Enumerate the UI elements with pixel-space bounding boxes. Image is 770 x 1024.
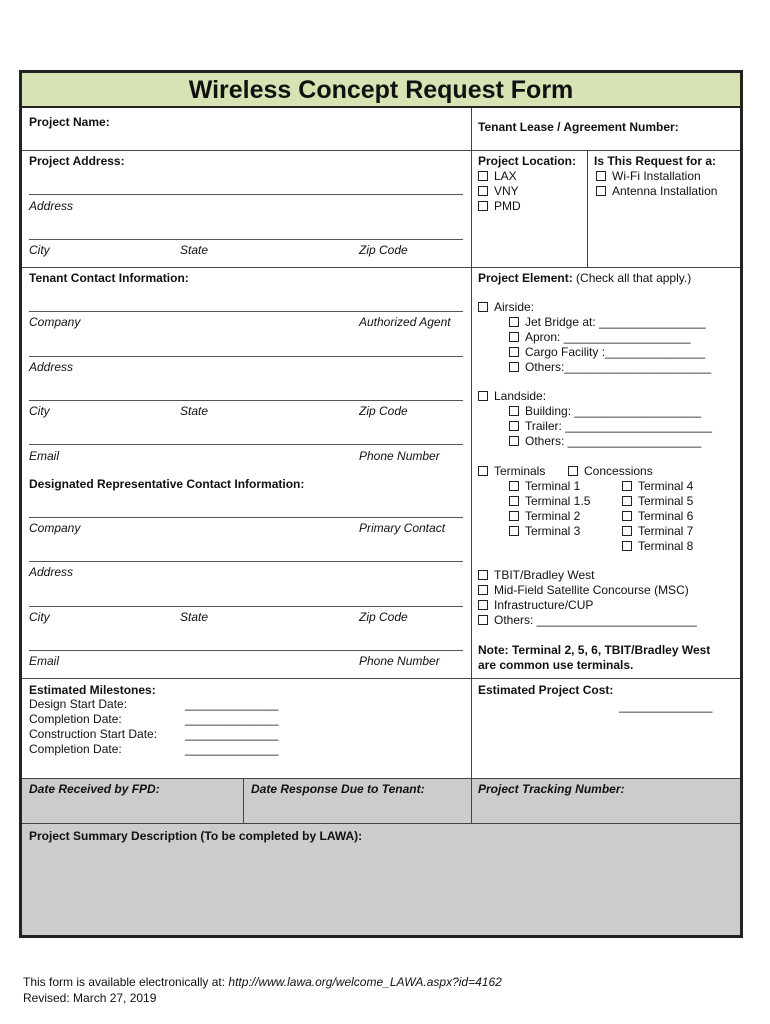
location-vny[interactable]: VNY (478, 184, 519, 198)
revision-date: Revised: March 27, 2019 (23, 991, 157, 1005)
state-caption: State (180, 243, 209, 257)
checkbox[interactable] (478, 171, 488, 181)
checkbox[interactable] (478, 600, 488, 610)
terminal-option[interactable]: Terminal 5 (622, 494, 693, 508)
date-response-label: Date Response Due to Tenant: (251, 782, 425, 796)
checkbox[interactable] (478, 186, 488, 196)
agent-caption: Authorized Agent (359, 315, 451, 329)
checkbox[interactable] (509, 526, 519, 536)
cargo-facility-option[interactable]: Cargo Facility :_______________ (509, 345, 705, 359)
terminal-option[interactable]: Terminal 8 (622, 539, 693, 553)
terminal-option[interactable]: Terminal 1 (509, 479, 580, 493)
email-caption: Email (29, 449, 60, 463)
checkbox[interactable] (509, 481, 519, 491)
city-caption: City (29, 243, 50, 257)
checkbox[interactable] (509, 362, 519, 372)
trailer-option[interactable]: Trailer: ______________________ (509, 419, 712, 433)
primary-contact-caption: Primary Contact (359, 521, 446, 535)
terminals-option[interactable]: Terminals (478, 464, 545, 478)
cost-field[interactable]: ______________ (619, 699, 713, 713)
checkbox[interactable] (478, 302, 488, 312)
tracking-number-label: Project Tracking Number: (478, 782, 625, 796)
request-form (19, 70, 743, 938)
design-start-label: Design Start Date: (29, 697, 128, 711)
cost-label: Estimated Project Cost: (478, 683, 614, 697)
checkbox[interactable] (478, 201, 488, 211)
checkbox[interactable] (478, 570, 488, 580)
checkbox[interactable] (622, 481, 632, 491)
state-caption: State (180, 610, 209, 624)
location-lax[interactable]: LAX (478, 169, 517, 183)
email-caption: Email (29, 654, 60, 668)
milestones-label: Estimated Milestones: (29, 683, 156, 697)
address-caption: Address (29, 360, 74, 374)
terminal-option[interactable]: Terminal 3 (509, 524, 580, 538)
project-address-field[interactable] (29, 169, 463, 193)
request-type-label: Is This Request for a: (594, 154, 717, 168)
terminal-option[interactable]: Terminal 6 (622, 509, 693, 523)
other-option[interactable]: Others: ________________________ (478, 613, 697, 627)
checkbox[interactable] (509, 406, 519, 416)
summary-label: Project Summary Description (To be completed by LAWA): (29, 829, 363, 843)
checkbox[interactable] (596, 171, 606, 181)
checkbox[interactable] (596, 186, 606, 196)
landside-option[interactable]: Landside: (478, 389, 546, 403)
completion-label: Completion Date: (29, 712, 122, 726)
zip-caption: Zip Code (359, 610, 408, 624)
infrastructure-option[interactable]: Infrastructure/CUP (478, 598, 593, 612)
request-wifi[interactable]: Wi-Fi Installation (596, 169, 701, 183)
checkbox[interactable] (478, 391, 488, 401)
project-name-field[interactable] (110, 113, 460, 143)
construction-start-label: Construction Start Date: (29, 727, 158, 741)
terminal-option[interactable]: Terminal 2 (509, 509, 580, 523)
concessions-option[interactable]: Concessions (568, 464, 653, 478)
checkbox[interactable] (622, 541, 632, 551)
form-url-link[interactable]: http://www.lawa.org/welcome_LAWA.aspx?id=4162 (228, 975, 502, 989)
form-title: Wireless Concept Request Form (22, 73, 740, 108)
rep-contact-label: Designated Representative Contact Information: (29, 477, 305, 491)
terminal-note-line2: are common use terminals. (478, 658, 634, 672)
checkbox[interactable] (509, 332, 519, 342)
checkbox[interactable] (509, 436, 519, 446)
landside-others-option[interactable]: Others: ____________________ (509, 434, 701, 448)
airside-others-option[interactable]: Others:______________________ (509, 360, 711, 374)
terminal-option[interactable]: Terminal 1.5 (509, 494, 590, 508)
location-pmd[interactable]: PMD (478, 199, 521, 213)
construction-start-field[interactable]: ______________ (185, 727, 279, 741)
building-option[interactable]: Building: ___________________ (509, 404, 701, 418)
completion-field[interactable]: ______________ (185, 712, 279, 726)
project-location-label: Project Location: (478, 154, 577, 168)
date-received-label: Date Received by FPD: (29, 782, 160, 796)
project-address-label: Project Address: (29, 154, 125, 168)
project-element-label: Project Element: (Check all that apply.) (478, 271, 692, 285)
project-name-label: Project Name: (29, 115, 110, 129)
city-caption: City (29, 404, 50, 418)
request-antenna[interactable]: Antenna Installation (596, 184, 717, 198)
checkbox[interactable] (478, 585, 488, 595)
checkbox[interactable] (478, 466, 488, 476)
checkbox[interactable] (509, 347, 519, 357)
office-use-area (22, 778, 740, 935)
state-caption: State (180, 404, 209, 418)
city-caption: City (29, 610, 50, 624)
checkbox[interactable] (509, 317, 519, 327)
construction-completion-field[interactable]: ______________ (185, 742, 279, 756)
address-caption: Address (29, 565, 74, 579)
checkbox[interactable] (509, 511, 519, 521)
checkbox[interactable] (568, 466, 578, 476)
tenant-contact-label: Tenant Contact Information: (29, 271, 189, 285)
checkbox[interactable] (509, 496, 519, 506)
terminal-option[interactable]: Terminal 7 (622, 524, 693, 538)
msc-option[interactable]: Mid-Field Satellite Concourse (MSC) (478, 583, 689, 597)
checkbox[interactable] (622, 496, 632, 506)
checkbox[interactable] (622, 511, 632, 521)
company-caption: Company (29, 315, 81, 329)
airside-option[interactable]: Airside: (478, 300, 534, 314)
checkbox[interactable] (622, 526, 632, 536)
tenant-lease-label: Tenant Lease / Agreement Number: (478, 120, 679, 134)
company-caption: Company (29, 521, 81, 535)
tbit-option[interactable]: TBIT/Bradley West (478, 568, 594, 582)
terminal-note-line1: Note: Terminal 2, 5, 6, TBIT/Bradley West (478, 643, 711, 657)
terminal-option[interactable]: Terminal 4 (622, 479, 693, 493)
jet-bridge-option[interactable]: Jet Bridge at: ________________ (509, 315, 706, 329)
address-caption: Address (29, 199, 74, 213)
design-start-field[interactable]: ______________ (185, 697, 279, 711)
checkbox[interactable] (509, 421, 519, 431)
phone-caption: Phone Number (359, 449, 440, 463)
construction-completion-label: Completion Date: (29, 742, 122, 756)
zip-caption: Zip Code (359, 243, 408, 257)
footer-link-line: This form is available electronically at: http://www.lawa.org/welcome_LAWA.aspx?id=4162 (23, 975, 502, 989)
zip-caption: Zip Code (359, 404, 408, 418)
checkbox[interactable] (478, 615, 488, 625)
apron-option[interactable]: Apron: ___________________ (509, 330, 691, 344)
phone-caption: Phone Number (359, 654, 440, 668)
